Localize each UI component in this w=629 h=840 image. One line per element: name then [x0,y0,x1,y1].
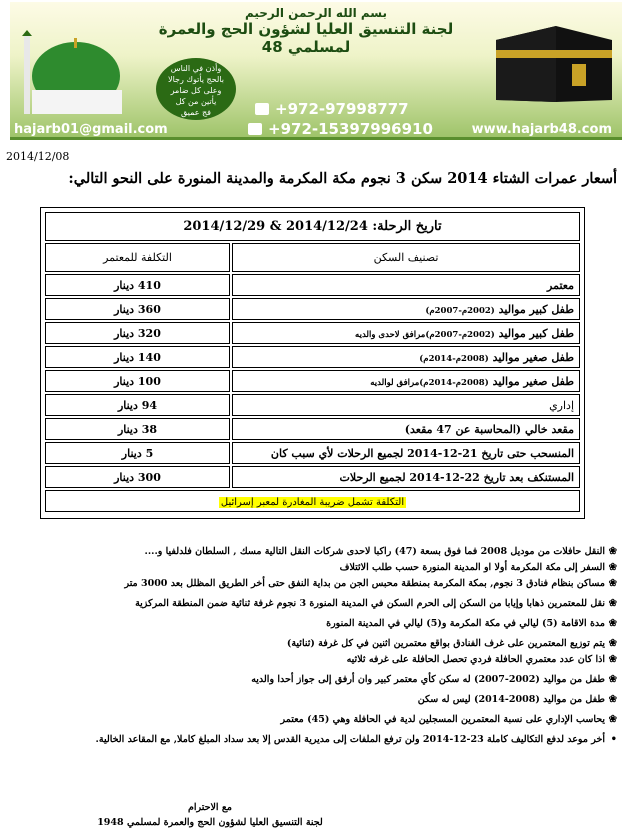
row-cost: 140 دينار [45,346,230,368]
flower-bullet-icon: ❀ [608,694,617,705]
list-item: ❀نقل للمعتمرين ذهابا وإيابا من السكن إلى الحرم السكن في المدينة المنورة 3 نجوم غرفة ثنائية ضمن المنطقة المركزية [135,598,617,609]
flower-bullet-icon: ❀ [608,714,617,725]
table-row [45,466,580,488]
phone-icon [255,103,269,115]
table-row [45,394,580,416]
tax-note: التكلفة تشمل ضريبة المغادرة لمعبر إسرائيل [220,496,405,508]
list-item: ❀النقل حافلات من موديل 2008 فما فوق بسعة (47) راكبا لاحدى شركات النقل التالية مسك , السلطان فلدلفيا و.... [144,546,617,557]
row-name: المنسحب حتى تاريخ 21-12-2014 لجميع الرحلات لأي سبب كان [232,442,580,464]
flower-bullet-icon: ❀ [608,654,617,665]
phone-number-2 [248,120,433,138]
dot-bullet-icon: • [610,734,617,745]
organization-title: لجنة التنسيق العليا لشؤون الحج والعمرة لمسلمي 48 [158,20,454,56]
mosque-image [18,30,128,114]
page-heading: أسعار عمرات الشتاء 2014 سكن 3 نجوم مكة المكرمة والمدينة المنورة على النحو التالي: [68,170,617,187]
kaaba-image [476,20,616,102]
list-item: ❀اذا كان عدد معتمري الحافلة فردي تحصل الحافلة على غرفه ثلاثيه [346,654,617,665]
header-banner [10,2,622,140]
signature-greeting: مع الاحترام [187,802,232,813]
table-row [45,298,580,320]
phone-text: +972-97998777 [275,100,409,118]
list-item: ❀يحاسب الإداري على نسبة المعتمرين المسجلين لدية في الحافلة وهي (45) معتمر [280,714,617,725]
list-item: ❀السفر إلى مكة المكرمة أولا او المدينة المنورة حسب طلب الائتلاف [339,562,617,573]
tax-note-cell [45,490,580,512]
row-name: المستنكف بعد تاريخ 22-12-2014 لجميع الرحلات [232,466,580,488]
row-name: طفل صغير مواليد (2008م-2014م)مرافق لوالديه [232,370,580,392]
signature-block [70,800,350,830]
table-row [45,442,580,464]
list-item: ❀طفل من مواليد (2002-2007) له سكن كأي معتمر كبير وان أرفق إلى جواز أحدا والديه [251,674,617,685]
list-item: •أخر موعد لدفع التكاليف كاملة 23-12-2014 ولن ترفع الملفات إلى مديرية القدس إلا بعد سداد المبلغ كاملا, مع المقاعد الخالية. [95,734,617,745]
verse-line: فج عميق [180,108,211,117]
list-item: ❀مساكن بنظام فنادق 3 نجوم, بمكة المكرمة بمنطقة محبس الجن من بداية النفق حتى أخر الطريق المظلل بعد 3000 متر [124,578,617,589]
row-name: طفل كبير مواليد (2002م-2007م) [232,298,580,320]
row-cost: 360 دينار [45,298,230,320]
table-row [45,346,580,368]
table-row [45,418,580,440]
table-row [45,274,580,296]
table-row [45,322,580,344]
row-cost: 38 دينار [45,418,230,440]
row-cost: 300 دينار [45,466,230,488]
website-link[interactable]: www.hajarb48.com [471,122,612,137]
flower-bullet-icon: ❀ [608,578,617,589]
phone-number-1 [255,100,409,118]
row-cost: 94 دينار [45,394,230,416]
row-name: معتمر [232,274,580,296]
flower-bullet-icon: ❀ [608,638,617,649]
verse-line: يأتين من كل [175,97,217,106]
email-address[interactable]: hajarb01@gmail.com [14,122,168,137]
verse-line: بالحج يأتوك رجالا [168,75,224,84]
header-cost: التكلفة للمعتمر [45,243,230,272]
row-name: مقعد خالي (المحاسبة عن 47 مقعد) [232,418,580,440]
phone-text: +972-15397996910 [268,120,433,138]
header-category: تصنيف السكن [232,243,580,272]
flower-bullet-icon: ❀ [608,618,617,629]
notes-list [17,545,617,749]
row-name: طفل صغير مواليد (2008م-2014م) [232,346,580,368]
row-name: إداري [232,394,580,416]
trip-dates: تاريخ الرحلة: 2014/12/24 & 2014/12/29 [45,212,580,241]
row-cost: 320 دينار [45,322,230,344]
document-date: 2014/12/08 [6,150,70,163]
flower-bullet-icon: ❀ [608,546,617,557]
row-cost: 100 دينار [45,370,230,392]
verse-line: وأذن في الناس [170,64,222,73]
row-cost: 410 دينار [45,274,230,296]
list-item: ❀يتم توزيع المعتمرين على غرف الفنادق بواقع معتمرين اثنين في كل غرفة (ثنائية) [286,638,617,649]
verse-line: وعلى كل ضامر [170,86,222,95]
row-name: طفل كبير مواليد (2002م-2007م)مرافق لاحدى والديه [232,322,580,344]
phone-icon [248,123,262,135]
flower-bullet-icon: ❀ [608,598,617,609]
bismillah-text: بسم الله الرحمن الرحيم [244,6,388,20]
quran-verse-badge [156,58,236,120]
flower-bullet-icon: ❀ [608,674,617,685]
signature-org: لجنة التنسيق العليا لشؤون الحج والعمرة لمسلمي 1948 [97,817,323,828]
price-table [40,207,585,519]
row-cost: 5 دينار [45,442,230,464]
list-item: ❀مدة الاقامة (5) ليالي في مكة المكرمة و(5) ليالي في المدينة المنورة [326,618,617,629]
list-item: ❀طفل من مواليد (2008-2014) ليس له سكن [417,694,617,705]
table-row [45,370,580,392]
flower-bullet-icon: ❀ [608,562,617,573]
